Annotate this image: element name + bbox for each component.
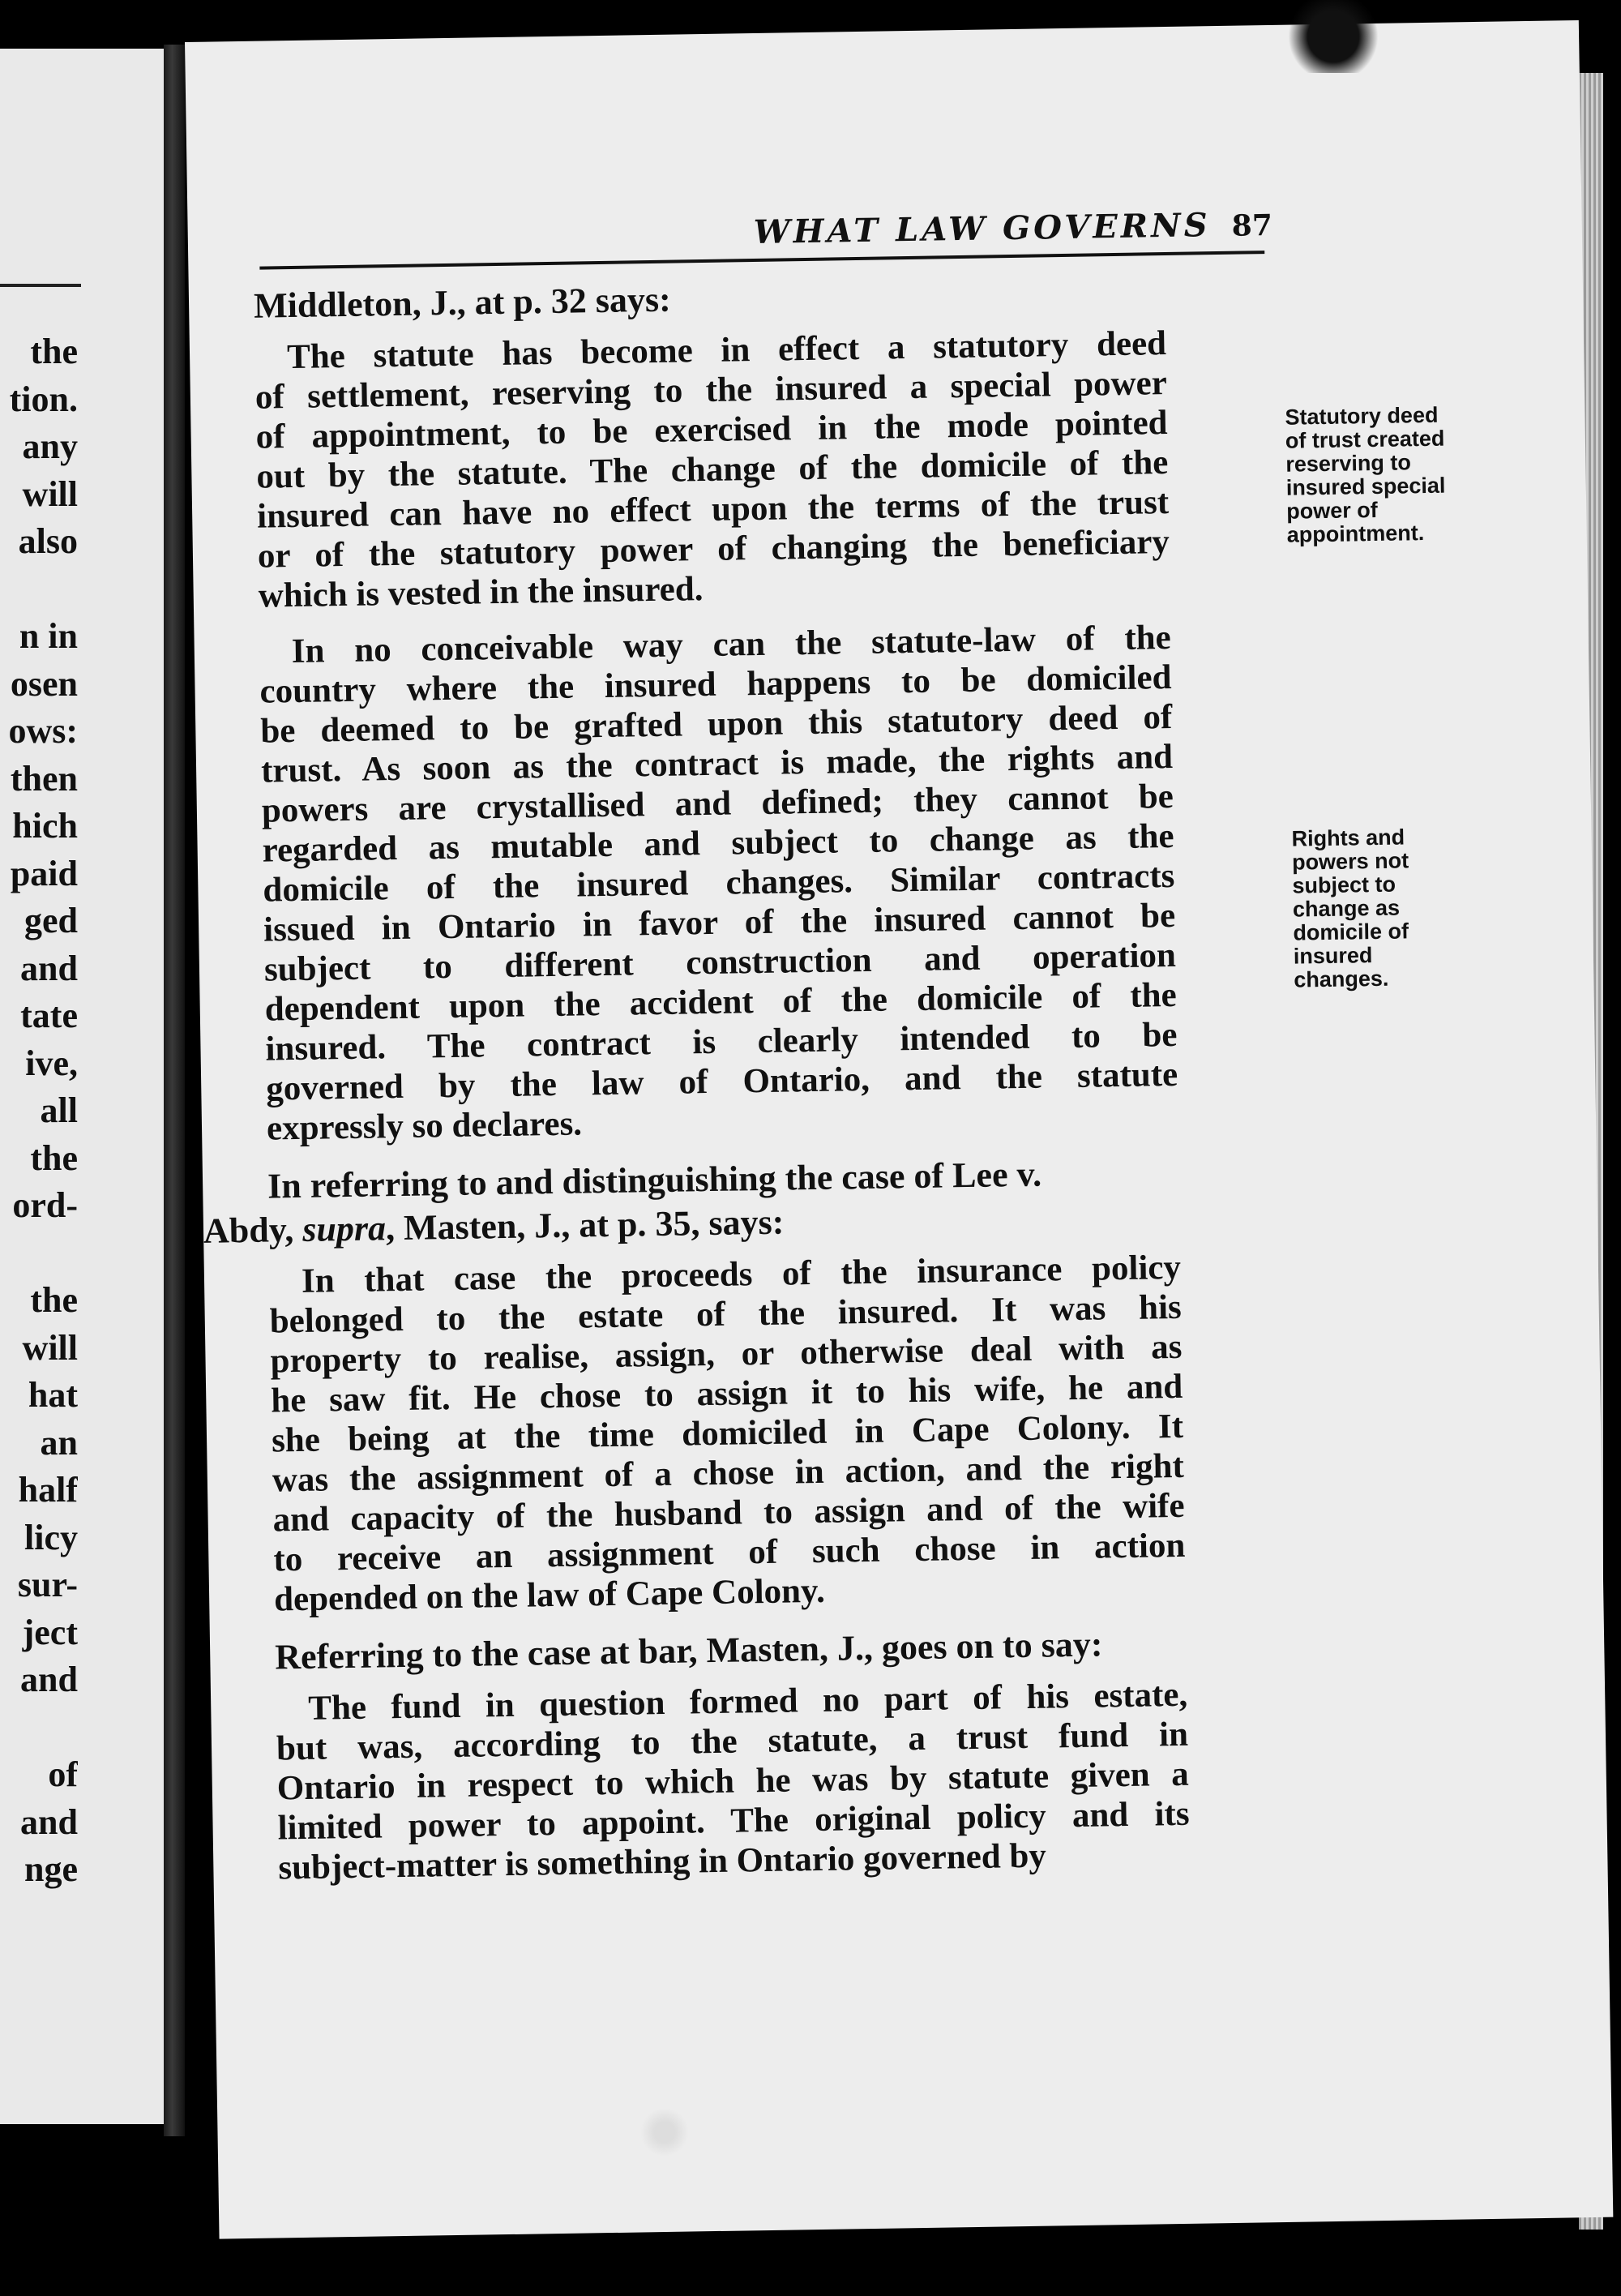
text-line: In referring to and distinguishing the case of Lee v. (267, 1154, 1042, 1206)
left-page-line: n in (19, 616, 78, 656)
text-line: he saw fit. He chose to assign it to his wife, he and (270, 1367, 1183, 1420)
running-head: WHAT LAW GOVERNS (753, 206, 1211, 252)
text-line: be deemed to be grafted upon this statutory deed of (259, 697, 1173, 751)
left-page-line: ged (24, 901, 78, 940)
left-page-rule (0, 284, 81, 287)
text-line: limited power to appoint. The original policy and its (277, 1794, 1190, 1848)
text-line: out by the statute. The change of the domicile of the (256, 443, 1169, 496)
quote-block-1 (254, 323, 1170, 616)
left-page-line: hich (12, 806, 78, 846)
left-page-line: of (48, 1754, 78, 1794)
left-page-line: then (10, 758, 78, 799)
text-line: she being at the time domiciled in Cape Colony. It (271, 1407, 1184, 1460)
text-line: In that case the proceeds of the insurance policy (301, 1248, 1182, 1300)
left-page-line: all (40, 1090, 78, 1130)
left-page-line: the (30, 1137, 78, 1178)
text-line: subject to different construction and operation (263, 936, 1177, 989)
text-line: of appointment, to be exercised in the mode pointed (255, 404, 1168, 456)
left-page-line: nge (24, 1849, 78, 1889)
sidenote-line: insured special (1285, 473, 1446, 500)
paragraph-intro-case-at-bar (275, 1621, 1187, 1680)
text-line: Ontario in respect to which he was by statute given a (276, 1754, 1190, 1808)
sidenote-statutory-deed (1285, 403, 1473, 547)
left-page-line: will (22, 1327, 78, 1368)
text-line: The statute has become in effect a statutory deed (286, 324, 1167, 377)
text-line: of settlement, reserving to the insured a special power (254, 364, 1168, 417)
left-page-line: and (20, 1660, 78, 1699)
scan-smudge (640, 2108, 689, 2157)
text-line: dependent upon the accident of the domicile of the (264, 975, 1177, 1029)
left-page-line: and (20, 1801, 78, 1842)
text-line: but was, according to the statute, a trust fund in (276, 1715, 1189, 1768)
text-line: which is vested in the insured. (258, 570, 704, 615)
quote-block-4 (276, 1675, 1191, 1888)
text-line: property to realise, assign, or otherwise deal with as (270, 1327, 1183, 1381)
left-page-text (0, 328, 78, 1894)
text-line: regarded as mutable and subject to change as the (262, 816, 1174, 870)
page-number: 87 (1231, 208, 1273, 243)
text-line: to receive an assignment of such chose in action (273, 1526, 1186, 1579)
left-page-line: and (20, 948, 78, 988)
text-line: issued in Ontario in favor of the insured cannot be (263, 896, 1176, 949)
text-line: or of the statutory power of changing the beneficiary (257, 522, 1170, 576)
left-page-line: hat (28, 1375, 78, 1415)
left-page-line (0, 1230, 78, 1278)
paragraph-intro-middleton (254, 270, 1166, 328)
text-line: expressly so declares. (266, 1104, 583, 1148)
left-page-line: also (18, 521, 78, 561)
left-page-line: tion. (9, 379, 78, 419)
text-line: Middleton, J., at p. 32 says: (253, 279, 672, 326)
quote-block-3 (269, 1248, 1187, 1620)
paragraph-intro-masten (203, 1150, 1181, 1253)
sidenote-line: insured (1293, 943, 1373, 969)
left-page-line: will (22, 473, 78, 514)
book-page (185, 20, 1613, 2239)
sidenote-line: power of (1286, 497, 1378, 524)
page-body (203, 270, 1191, 1904)
quote-block-2 (259, 618, 1178, 1149)
text-fragment: , Masten, J., at p. 35, says: (385, 1202, 785, 1249)
left-page-line: ows: (8, 711, 78, 751)
text-line: insured. The contract is clearly intended to be (265, 1015, 1178, 1069)
left-page-line (0, 566, 78, 614)
sidenote-rights-and-powers (1291, 825, 1480, 992)
sidenote-line: change as (1292, 895, 1401, 922)
sidenote-line: reserving to (1285, 450, 1412, 477)
left-page-line: licy (24, 1517, 78, 1557)
left-page-line: an (40, 1422, 78, 1463)
left-page-line: sur- (17, 1565, 78, 1604)
sidenote-line: subject to (1292, 872, 1396, 898)
text-line: was the assignment of a chose in action, and the right (272, 1446, 1185, 1500)
text-line: insured can have no effect upon the terms of the trust (256, 483, 1170, 536)
sidenote-line: changes. (1294, 966, 1389, 992)
text-fragment: Abdy, (203, 1209, 303, 1251)
left-page-line: paid (10, 853, 78, 893)
sidenote-line: Statutory deed (1285, 402, 1439, 430)
left-page-line: tate (20, 996, 78, 1035)
header-rule (259, 251, 1264, 269)
book-spine (164, 45, 185, 2136)
sidenote-line: of trust created (1285, 426, 1445, 453)
left-page-line: the (30, 332, 78, 371)
text-line: In no conceivable way can the statute-law of the (291, 618, 1172, 671)
left-page-line: half (18, 1470, 78, 1510)
text-line: and capacity of the husband to assign and of the wife (272, 1486, 1185, 1540)
text-line: domicile of the insured changes. Similar contracts (263, 856, 1175, 910)
left-page-line: ject (22, 1612, 78, 1652)
text-line: subject-matter is something in Ontario governed by (278, 1836, 1047, 1887)
left-page-line: ive, (25, 1043, 78, 1083)
sidenote-line: appointment. (1286, 520, 1425, 547)
left-page-line (0, 1704, 78, 1752)
left-page-line: any (22, 426, 78, 466)
text-line: belonged to the estate of the insured. It was his (269, 1287, 1183, 1341)
text-line: The fund in question formed no part of his estate, (307, 1675, 1188, 1728)
sidenote-line: domicile of (1293, 919, 1409, 945)
left-page-line: ord- (12, 1185, 78, 1225)
sidenote-line: powers not (1291, 848, 1409, 875)
text-line: powers are crystallised and defined; they cannot be (261, 777, 1174, 830)
left-page-line: osen (10, 663, 78, 704)
text-line: trust. As soon as the contract is made, the rights and (260, 737, 1174, 790)
text-line: Referring to the case at bar, Masten, J., goes on to say: (274, 1624, 1103, 1677)
text-italic: supra (302, 1208, 387, 1249)
text-line: country where the insured happens to be domiciled (259, 658, 1172, 711)
sidenote-line: Rights and (1291, 825, 1405, 851)
left-page-line: the (30, 1280, 78, 1320)
left-facing-page (0, 49, 164, 2124)
scan-blot (1281, 0, 1386, 73)
text-line: depended on the law of Cape Colony. (273, 1571, 826, 1619)
text-line: governed by the law of Ontario, and the statute (265, 1055, 1178, 1108)
page-header (259, 199, 1273, 271)
